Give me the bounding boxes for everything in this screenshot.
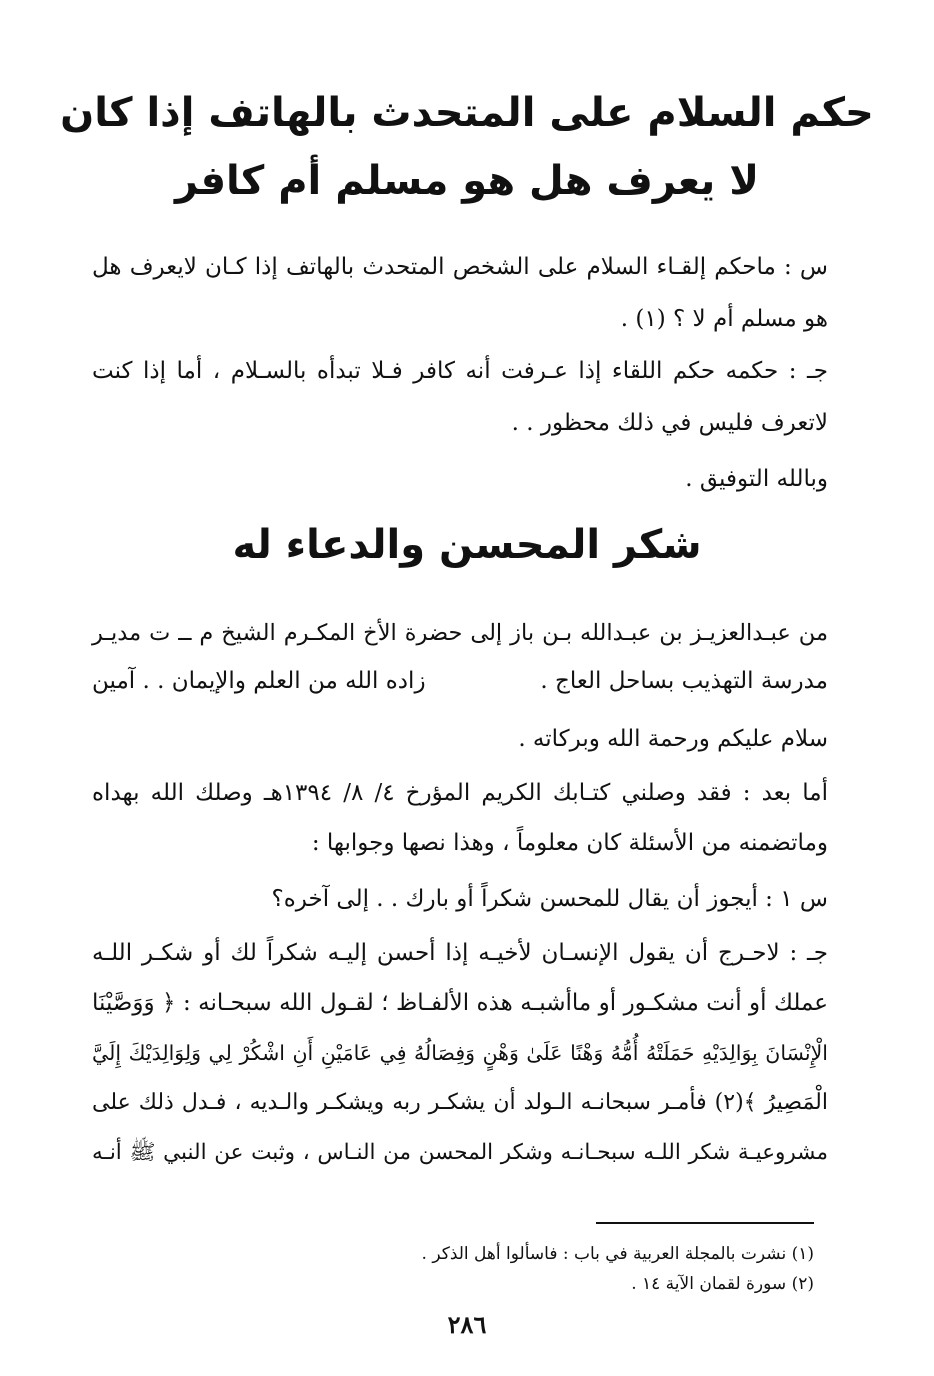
body-line-2: وماتضمنه من الأسئلة كان معلوماً ، وهذا نصها وجوابها : xyxy=(311,830,828,856)
letter-line-2-left: زاده الله من العلم والإيمان . . آمين xyxy=(92,668,426,694)
answer-line-2: لاتعرف فليس في ذلك محظور . . xyxy=(511,410,828,436)
page-number: ٢٨٦ xyxy=(447,1310,487,1339)
question-1-line: س ١ : أيجوز أن يقال للمحسن شكراً أو بارك . . إلى آخره؟ xyxy=(271,886,828,912)
footnote-separator xyxy=(596,1222,814,1224)
greeting-line: سلام عليكم ورحمة الله وبركاته . xyxy=(518,726,828,752)
answer-1-line-4: الْمَصِيرُ ﴾(٢) فأمـر سبحانـه الـولد أن يشكـر ربه ويشكـر والـديه ، فـدل ذلك على xyxy=(92,1090,828,1115)
answer-1-line-1: جـ : لاحـرج أن يقول الإنسـان لأخيـه إذا أحسن إليـه شكراً لك أو شكـر اللـه xyxy=(92,940,828,966)
question-line-2: هو مسلم أم لا ؟ (١) . xyxy=(620,306,828,332)
footnote-1: (١) نشرت بالمجلة العربية في باب : فاسألوا أهل الذكر . xyxy=(421,1244,814,1264)
question-line-1: س : ماحكم إلقـاء السلام على الشخص المتحدث بالهاتف إذا كـان لايعرف هل xyxy=(92,254,828,280)
heading-line-2: لا يعرف هل هو مسلم أم كافر xyxy=(174,158,760,204)
heading-line-1: حكم السلام على المتحدث بالهاتف إذا كان xyxy=(60,90,874,136)
letter-line-2 xyxy=(92,664,828,698)
answer-line-1: جـ : حكمه حكم اللقاء إذا عـرفت أنه كافر فـلا تبدأه بالسـلام ، أما إذا كنت xyxy=(92,358,828,384)
letter-line-2-right: مدرسة التهذيب بساحل العاج . xyxy=(540,668,828,694)
answer-1-line-5: مشروعيـة شكر اللـه سبحـانـه وشكر المحسن من النـاس ، وثبت عن النبي ﷺ أنـه xyxy=(92,1140,828,1165)
closing-line: وبالله التوفيق . xyxy=(685,466,828,492)
answer-1-line-3: الْإِنْسَانَ بِوَالِدَيْهِ حَمَلَتْهُ أُمُّهُ وَهْنًا عَلَىٰ وَهْنٍ وَفِصَالُهُ فِي عَامَيْنِ أَنِ اشْكُرْ لِي وَلِوَالِدَيْكَ إِلَيَّ xyxy=(92,1041,828,1065)
letter-line-1: من عبـدالعزيـز بن عبـدالله بـن باز إلى حضرة الأخ المكـرم الشيخ م ــ ت مديـر xyxy=(92,620,828,646)
footnote-2: (٢) سورة لقمان الآية ١٤ . xyxy=(631,1274,814,1294)
body-line-1: أما بعد : فقد وصلني كتـابك الكريم المؤرخ ٤/ ٨/ ١٣٩٤هـ وصلك الله بهداه xyxy=(92,780,828,806)
section-heading: شكر المحسن والدعاء له xyxy=(232,522,702,568)
answer-1-line-2: عملك أو أنت مشكـور أو ماأشبـه هذه الألفـاظ ؛ لقـول الله سبحـانه : ﴿ وَوَصَّيْنَا xyxy=(92,990,828,1016)
